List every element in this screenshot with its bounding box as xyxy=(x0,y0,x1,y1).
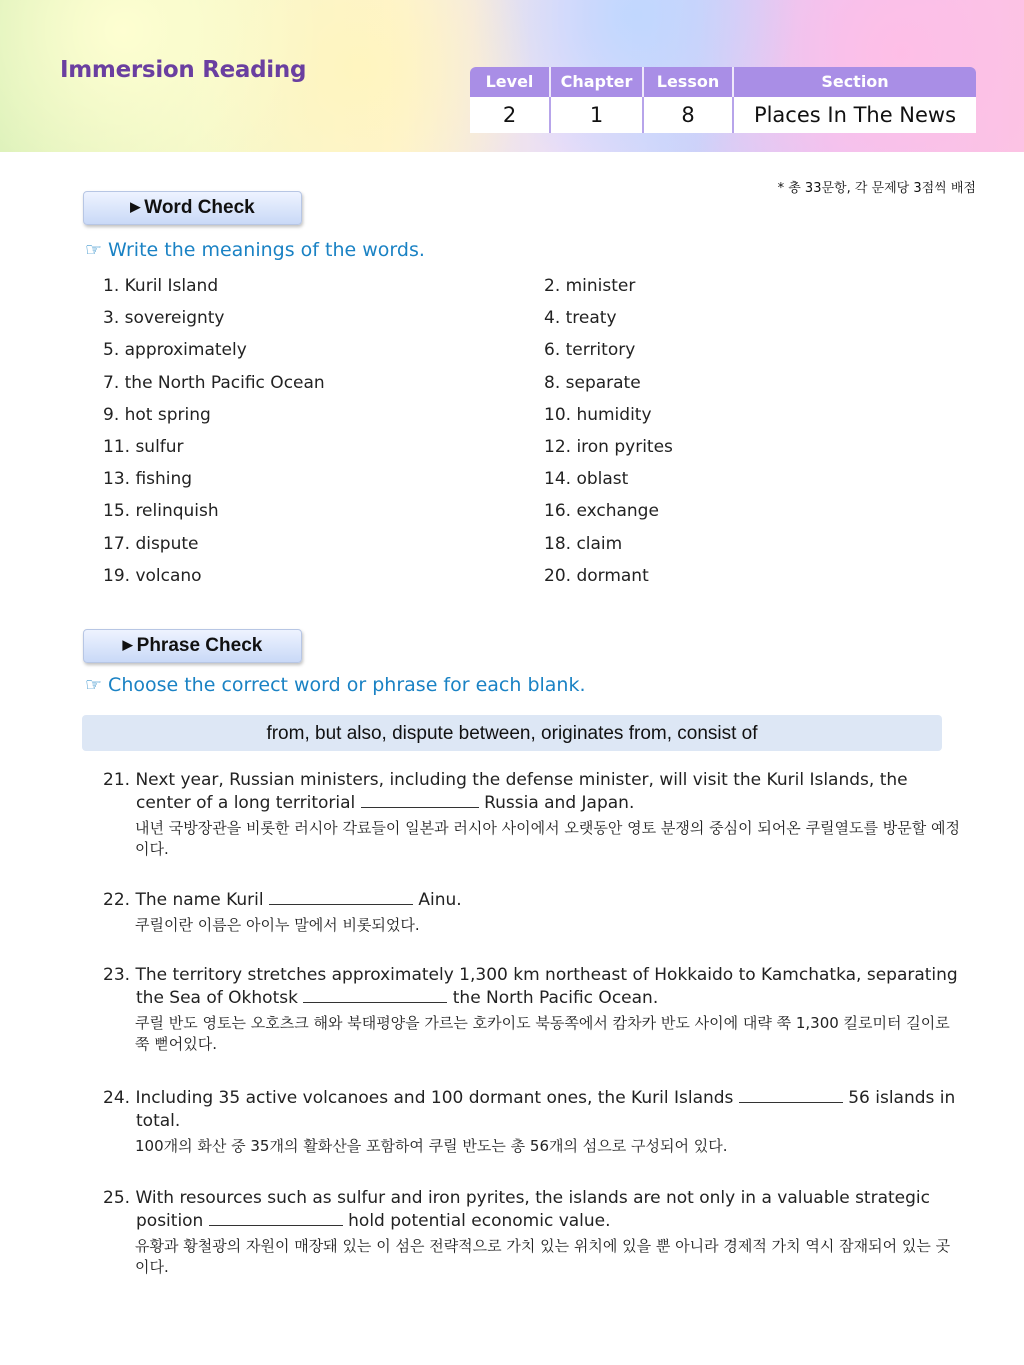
question-translation: 내년 국방장관을 비롯한 러시아 각료들이 일본과 러시아 사이에서 오랫동안 영토 분쟁의 중심이 되어온 쿠릴열도를 방문할 예정이다. xyxy=(135,819,961,858)
pointing-hand-icon: ☞ xyxy=(85,239,103,261)
phrase-check-instruction xyxy=(85,674,586,696)
word-check-label xyxy=(83,191,302,225)
word-item: 20. dormant xyxy=(544,565,649,586)
question-translation: 쿠릴이란 이름은 아이누 말에서 비롯되었다. xyxy=(135,916,420,934)
question-text: 22. The name Kuril xyxy=(103,890,264,910)
question-translation: 유황과 황철광의 자원이 매장돼 있는 이 섬은 전략적으로 가치 있는 위치에 있을 뿐 아니라 경제적 가치 역시 잠재되어 있는 곳이다. xyxy=(135,1237,951,1276)
word-check-instruction xyxy=(85,239,425,261)
word-item: 4. treaty xyxy=(544,308,617,329)
word-item: 3. sovereignty xyxy=(103,308,225,329)
word-item: 14. oblast xyxy=(544,469,629,490)
question-24 xyxy=(103,1087,963,1157)
phrase-check-instruction-text: Choose the correct word or phrase for each blank. xyxy=(108,674,586,696)
word-item: 5. approximately xyxy=(103,340,247,361)
answer-blank[interactable] xyxy=(361,792,479,808)
level-header: Level xyxy=(470,67,551,97)
question-translation: 쿠릴 반도 영토는 오호츠크 해와 북태평양을 가르는 호카이도 북동쪽에서 캄차카 반도 사이에 대략 쭉 1,300 킬로미터 길이로 쭉 뻗어있다. xyxy=(135,1014,950,1053)
question-text: 25. With resources such as sulfur and iron pyrites, the islands are not only in a valuable strategic position xyxy=(103,1188,930,1231)
lesson-info-value-row xyxy=(470,97,976,133)
word-item: 18. claim xyxy=(544,533,623,554)
question-text-end: 56 islands in total. xyxy=(136,1088,956,1131)
section-header: Section xyxy=(821,72,889,91)
section-value: Places In The News xyxy=(753,103,957,127)
question-text-end: hold potential economic value. xyxy=(348,1211,611,1231)
word-item: 1. Kuril Island xyxy=(103,276,219,296)
lesson-info-header-row xyxy=(470,67,976,97)
pointing-hand-icon: ☞ xyxy=(85,674,103,696)
question-text-end: the North Pacific Ocean. xyxy=(452,988,659,1008)
lesson-value: 8 xyxy=(644,97,734,133)
question-text-end: Russia and Japan. xyxy=(484,793,635,813)
word-item: 17. dispute xyxy=(103,533,199,554)
word-item: 6. territory xyxy=(544,340,636,361)
word-item: 11. sulfur xyxy=(103,436,184,457)
answer-blank[interactable] xyxy=(303,987,447,1003)
question-text: 21. Next year, Russian ministers, including the defense minister, will visit the Kuril Islands, the center of a long territorial xyxy=(103,770,908,813)
word-item: 9. hot spring xyxy=(103,404,211,425)
word-item: 2. minister xyxy=(544,276,636,296)
brand-title: Immersion Reading xyxy=(60,57,307,83)
word-item: 15. relinquish xyxy=(103,501,219,522)
word-item: 10. humidity xyxy=(544,404,652,425)
word-list xyxy=(103,272,703,594)
word-check-instruction-text: Write the meanings of the words. xyxy=(108,239,425,261)
phrase-check-label xyxy=(83,629,302,663)
triangle-right-icon: ▶ xyxy=(122,637,133,652)
word-item: 13. fishing xyxy=(103,469,193,490)
question-21 xyxy=(103,769,963,860)
page-header xyxy=(0,0,1024,152)
question-text: 23. The territory stretches approximately 1,300 km northeast of Hokkaido to Kamchatka, separating the Sea of Okhotsk xyxy=(103,965,958,1008)
word-bank: from, but also, dispute between, originates from, consist of xyxy=(82,715,942,751)
question-22 xyxy=(103,889,963,936)
level-value: 2 xyxy=(470,97,551,133)
lesson-header: Lesson xyxy=(644,67,734,97)
chapter-header: Chapter xyxy=(551,67,644,97)
chapter-value: 1 xyxy=(551,97,644,133)
question-25 xyxy=(103,1187,963,1278)
answer-blank[interactable] xyxy=(739,1087,843,1103)
word-item: 7. the North Pacific Ocean xyxy=(103,372,325,393)
word-check-label-text: Word Check xyxy=(144,197,255,218)
answer-blank[interactable] xyxy=(269,889,413,905)
word-item: 16. exchange xyxy=(544,501,659,522)
triangle-right-icon: ▶ xyxy=(130,199,141,214)
score-note: * 총 33문항, 각 문제당 3점씩 배점 xyxy=(777,181,976,196)
word-item: 8. separate xyxy=(544,372,641,393)
word-item: 12. iron pyrites xyxy=(544,436,673,457)
word-item: 19. volcano xyxy=(103,565,202,586)
phrase-check-label-text: Phrase Check xyxy=(136,635,263,656)
question-translation: 100개의 화산 중 35개의 활화산을 포함하여 쿠릴 반도는 총 56개의 섬으로 구성되어 있다. xyxy=(135,1137,728,1155)
lesson-info-table xyxy=(470,67,976,133)
question-23 xyxy=(103,964,963,1055)
question-text: 24. Including 35 active volcanoes and 100 dormant ones, the Kuril Islands xyxy=(103,1088,734,1108)
question-text-end: Ainu. xyxy=(418,890,462,910)
answer-blank[interactable] xyxy=(209,1210,343,1226)
